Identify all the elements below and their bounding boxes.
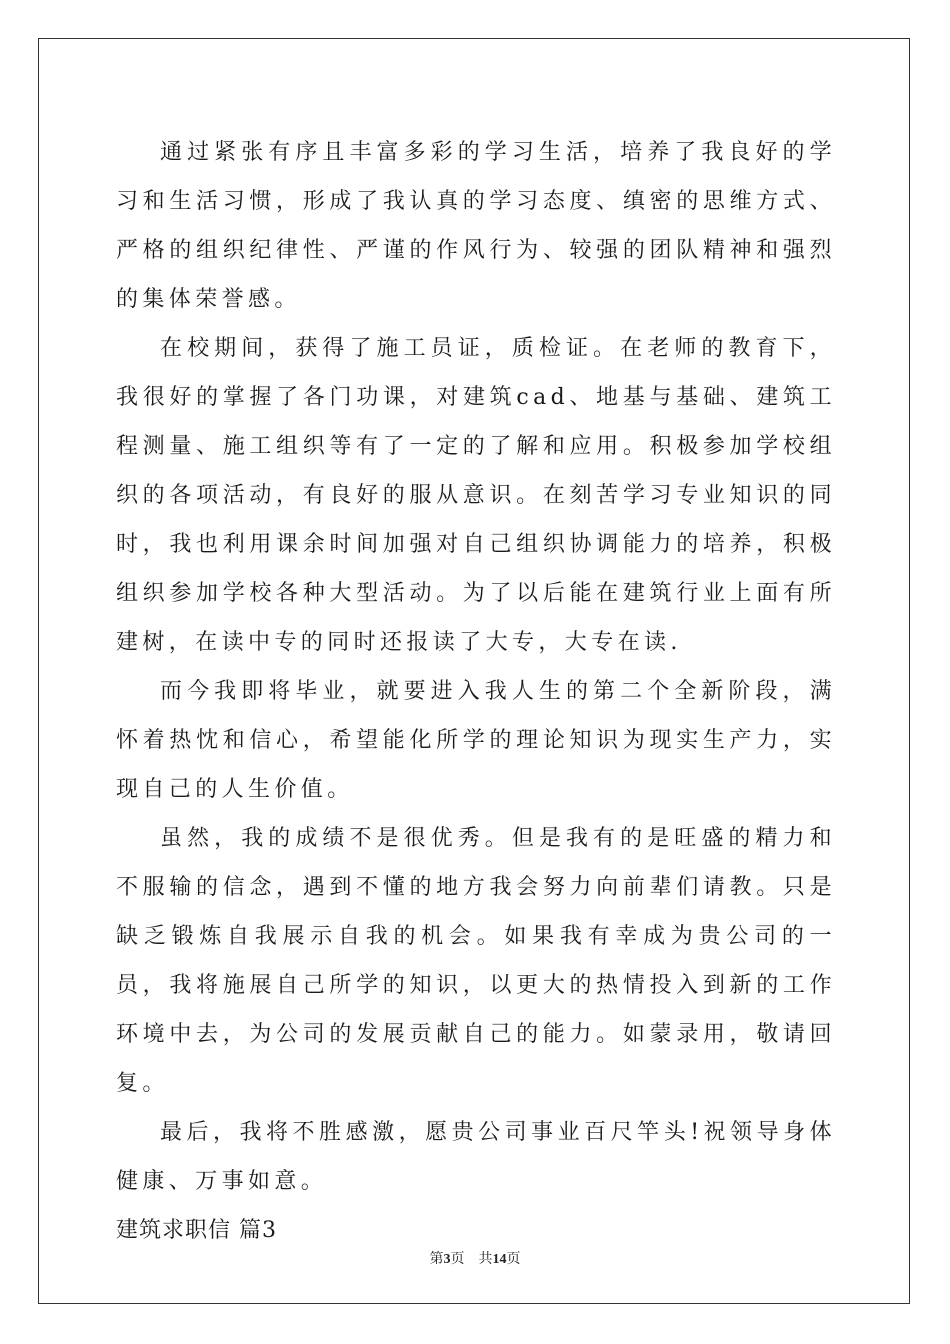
paragraph-5: 最后，我将不胜感激，愿贵公司事业百尺竿头!祝领导身体健康、万事如意。 bbox=[116, 1120, 836, 1194]
paragraph-2: 在校期间，获得了施工员证，质检证。在老师的教育下，我很好的掌握了各门功课，对建筑cad、地基与基础、建筑工程测量、施工组织等有了一定的了解和应用。积极参加学校组织的各项活动，有良好的服从意识。在刻苦学习专业知识的同时，我也利用课余时间加强对自己组织协调能力的培养，积极组织参加学校各种大型活动。为了以后能在建筑行业上面有所建树，在读中专的同时还报读了大专，大专在读. bbox=[116, 336, 836, 655]
section-heading: 建筑求职信 篇3 bbox=[116, 1218, 277, 1243]
page-number: 3 bbox=[443, 1252, 451, 1267]
paragraph-4: 虽然，我的成绩不是很优秀。但是我有的是旺盛的精力和不服输的信念，遇到不懂的地方我会努力向前辈们请教。只是缺乏锻炼自我展示自我的机会。如果我有幸成为贵公司的一员，我将施展自己所学的知识，以更大的热情投入到新的工作环境中去，为公司的发展贡献自己的能力。如蒙录用，敬请回复。 bbox=[116, 826, 836, 1096]
paragraph-3: 而今我即将毕业，就要进入我人生的第二个全新阶段，满怀着热忱和信心，希望能化所学的理论知识为现实生产力，实现自己的人生价值。 bbox=[116, 679, 836, 802]
page-prefix: 第 bbox=[429, 1252, 444, 1267]
document-body bbox=[116, 128, 836, 1255]
paragraph-1: 通过紧张有序且丰富多彩的学习生活，培养了我良好的学习和生活习惯，形成了我认真的学习态度、缜密的思维方式、严格的组织纪律性、严谨的作风行为、较强的团队精神和强烈的集体荣誉感。 bbox=[116, 140, 836, 312]
page-footer bbox=[0, 1248, 950, 1268]
page-suffix: 页 bbox=[450, 1252, 465, 1267]
total-prefix: 共 bbox=[478, 1252, 493, 1267]
total-pages: 14 bbox=[492, 1252, 507, 1267]
total-suffix: 页 bbox=[506, 1252, 521, 1267]
